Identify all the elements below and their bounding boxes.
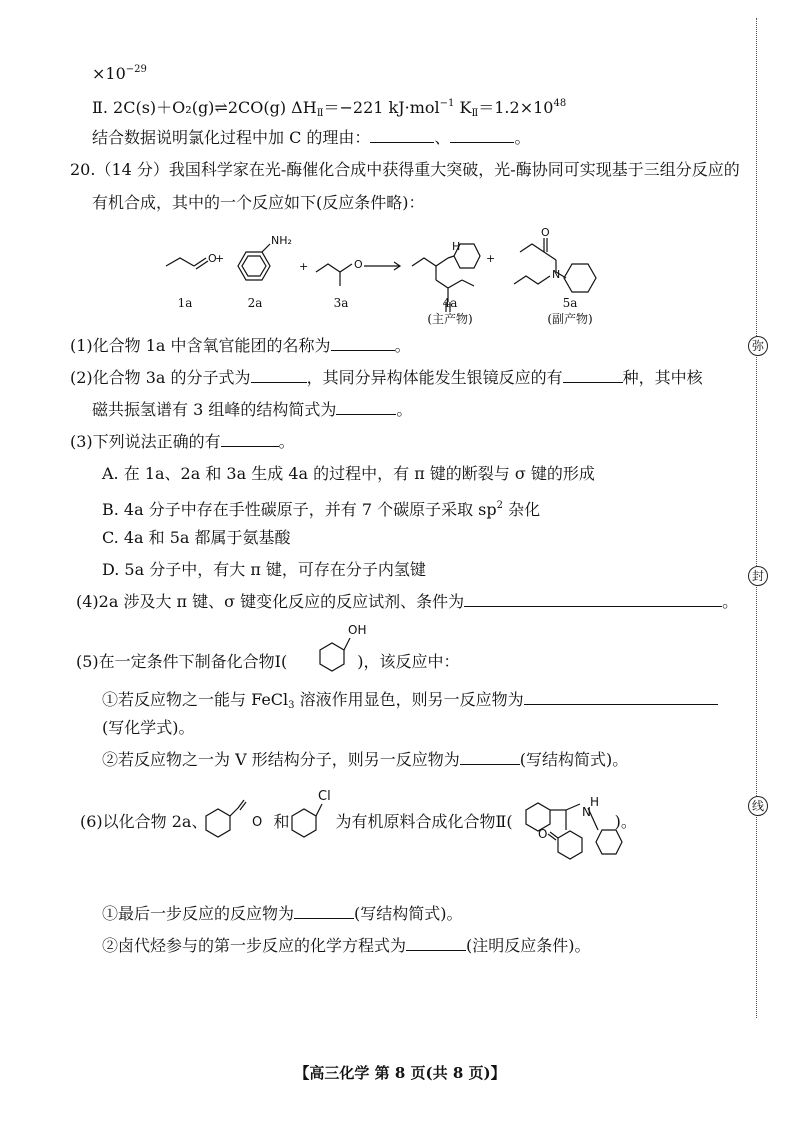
compound-label-5a: 5a (562, 296, 578, 310)
option-d: D. 5a 分子中，有大 π 键，可存在分子内氢键 (102, 560, 426, 579)
subq-6: (6)以化合物 2a、 和 为有机原料合成化合物Ⅱ( )。 (80, 812, 637, 831)
h-label: H (590, 795, 600, 809)
n-label: N (552, 268, 561, 281)
ketone-o-label: O (538, 827, 548, 841)
reaction-II: Ⅱ. 2C(s)＋O₂(g)⇌2CO(g) $\Delta H_Ⅱ=-221$ kJ·mol$^{-1}$ $K_Ⅱ=1.2\times 10^{48}$ (92, 98, 567, 119)
continuation-factor: $\times 10^{-29}$ (92, 64, 147, 83)
subq-5-2: ②若反应物之一为 V 形结构分子，则另一反应物为 (写结构简式)。 (102, 750, 629, 769)
aldehyde-o-label: O (252, 815, 263, 830)
compound-label-2a: 2a (247, 296, 263, 310)
subq-6-2: ②卤代烃参与的第一步反应的化学方程式为 (注明反应条件)。 (102, 936, 591, 955)
subq-5: (5)在一定条件下制备化合物Ⅰ( )，该反应中： (76, 652, 460, 671)
answer-blank[interactable] (563, 368, 623, 383)
main-product-label: (主产物) (427, 312, 473, 326)
seal-mark-1: 弥 (748, 336, 768, 356)
subq-1: (1)化合物 1a 中含氧官能团的名称为 。 (70, 336, 411, 355)
answer-blank[interactable] (251, 368, 307, 383)
answer-blank[interactable] (336, 400, 396, 415)
carbonyl-o-label: O (208, 252, 217, 265)
chlorocyclohexane-structure (286, 784, 336, 844)
seal-mark-2: 封 (748, 566, 768, 586)
option-c: C. 4a 和 5a 都属于氨基酸 (102, 528, 291, 547)
plus-sign: + (299, 260, 309, 273)
subq-2-cont: 磁共振氢谱有 3 组峰的结构简式为 。 (92, 400, 413, 419)
answer-blank[interactable] (370, 128, 434, 143)
reason-question: 结合数据说明氯化过程中加 C 的理由： 、 。 (92, 128, 531, 147)
plus-sign: + (215, 252, 225, 265)
side-product-label: (副产物) (547, 312, 593, 326)
cyclohexanecarbaldehyde-structure (200, 796, 270, 846)
plus-sign: + (486, 252, 496, 265)
subq-5-1-note: (写化学式)。 (102, 718, 195, 737)
q20-intro-line2: 有机合成，其中的一个反应如下(反应条件略)： (92, 193, 425, 212)
carbonyl-o-label: O (541, 226, 550, 239)
answer-blank[interactable] (524, 690, 718, 705)
answer-blank[interactable] (464, 592, 722, 607)
answer-blank[interactable] (406, 936, 466, 951)
compound-label-4a: 4a (442, 296, 458, 310)
option-a: A. 在 1a、2a 和 3a 生成 4a 的过程中，有 π 键的断裂与 σ 键的形成 (102, 464, 595, 483)
compound-II-structure (518, 794, 648, 894)
q20-intro-line1: 20.（14 分）我国科学家在光-酶催化合成中获得重大突破，光-酶协同可实现基于三组分反应的 (70, 160, 740, 179)
answer-blank[interactable] (221, 432, 279, 447)
carbonyl-o-label: O (354, 258, 363, 271)
answer-blank[interactable] (331, 336, 395, 351)
subq-2: (2)化合物 3a 的分子式为 ，其同分异构体能发生银镜反应的有 种，其中核 (70, 368, 703, 387)
oh-label: OH (348, 623, 367, 637)
subq-4: (4)2a 涉及大 π 键、σ 键变化反应的反应试剂、条件为 。 (76, 592, 739, 611)
seal-mark-3: 线 (748, 796, 768, 816)
option-b: B. 4a 分子中存在手性碳原子，并有 7 个碳原子采取 $sp^2$ 杂化 (102, 500, 541, 519)
subq-6-1: ①最后一步反应的反应物为 (写结构简式)。 (102, 904, 463, 923)
n-label: N (582, 805, 591, 819)
nh2-label: NH₂ (271, 234, 292, 247)
answer-blank[interactable] (460, 750, 520, 765)
answer-blank[interactable] (450, 128, 514, 143)
reaction-scheme (0, 222, 800, 332)
page-footer: 【高三化学 第 8 页(共 8 页)】 (294, 1064, 506, 1082)
compound-label-1a: 1a (177, 296, 193, 310)
subq-5-1: ①若反应物之一能与 FeCl$_3$ 溶液作用显色，则另一反应物为 (102, 690, 718, 716)
cl-label: Cl (318, 789, 331, 804)
cyclohexanol-structure (300, 618, 380, 678)
nh-label: H (452, 240, 461, 253)
binding-dotted-line (756, 18, 757, 1018)
subq-3: (3)下列说法正确的有 。 (70, 432, 295, 451)
compound-label-3a: 3a (333, 296, 349, 310)
answer-blank[interactable] (294, 904, 354, 919)
